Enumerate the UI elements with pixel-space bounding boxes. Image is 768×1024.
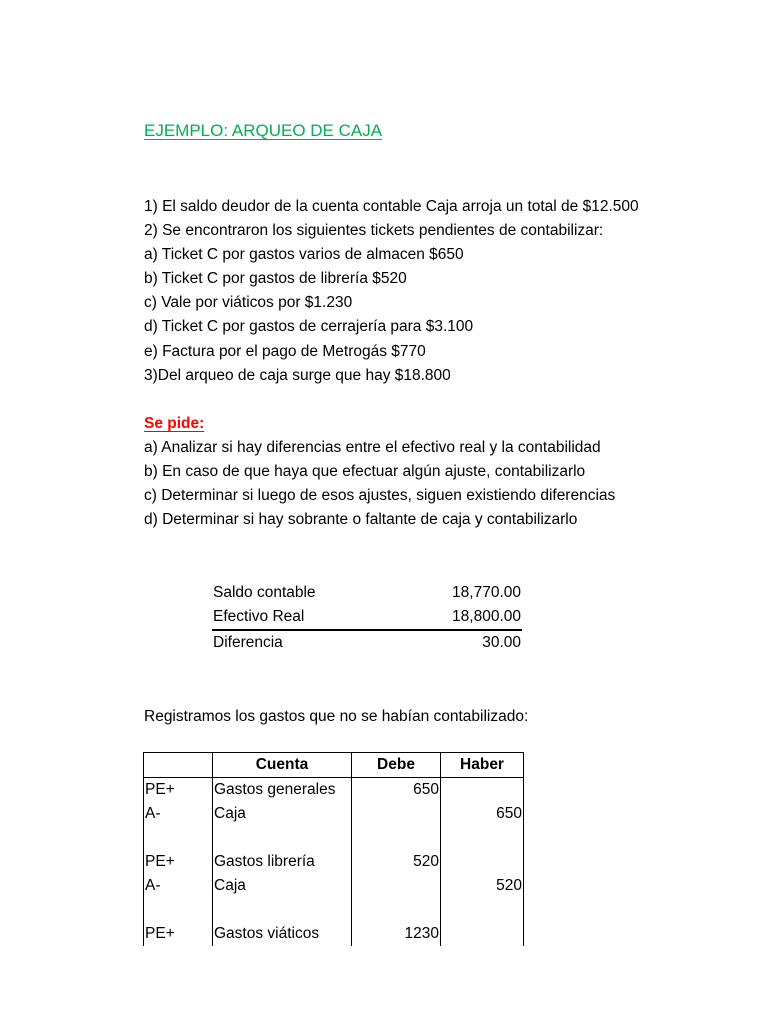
journal-debe: 650	[352, 778, 441, 803]
statement-line: a) Ticket C por gastos varios de almacen $650	[144, 246, 464, 263]
registro-intro: Registramos los gastos que no se habían contabilizado:	[144, 708, 529, 725]
journal-type	[144, 826, 213, 850]
se-pide-heading: Se pide:	[144, 415, 205, 432]
summary-value: 18,770.00	[452, 584, 521, 601]
journal-row	[144, 778, 524, 803]
journal-haber	[441, 850, 524, 874]
statement-line: e) Factura por el pago de Metrogás $770	[144, 343, 426, 360]
summary-row	[212, 581, 522, 605]
summary-row	[212, 605, 522, 630]
journal-table	[143, 752, 524, 946]
journal-type	[144, 898, 213, 922]
journal-haber	[441, 898, 524, 922]
statement-line: 3)Del arqueo de caja surge que hay $18.800	[144, 367, 451, 384]
journal-header-haber: Haber	[441, 753, 524, 778]
statement-line: b) Ticket C por gastos de librería $520	[144, 270, 407, 287]
journal-row	[144, 922, 524, 946]
journal-debe	[352, 898, 441, 922]
journal-haber	[441, 778, 524, 803]
journal-account: Gastos generales	[213, 778, 352, 803]
task-line: b) En caso de que haya que efectuar algún ajuste, contabilizarlo	[144, 463, 586, 480]
journal-debe	[352, 874, 441, 898]
summary-table	[212, 581, 522, 655]
journal-header-debe: Debe	[352, 753, 441, 778]
journal-haber: 520	[441, 874, 524, 898]
journal-debe: 1230	[352, 922, 441, 946]
statement-line: d) Ticket C por gastos de cerrajería para $3.100	[144, 318, 474, 335]
journal-account	[213, 826, 352, 850]
journal-type: A-	[144, 802, 213, 826]
journal-account: Caja	[213, 874, 352, 898]
journal-row	[144, 802, 524, 826]
statement-line: 2) Se encontraron los siguientes tickets pendientes de contabilizar:	[144, 222, 604, 239]
summary-label: Diferencia	[213, 634, 283, 651]
summary-row	[212, 630, 522, 655]
summary-label: Saldo contable	[213, 584, 316, 601]
journal-type: PE+	[144, 850, 213, 874]
task-line: d) Determinar si hay sobrante o faltante de caja y contabilizarlo	[144, 511, 578, 528]
summary-value: 30.00	[482, 634, 521, 651]
journal-account: Gastos viáticos	[213, 922, 352, 946]
journal-row	[144, 874, 524, 898]
summary-label: Efectivo Real	[212, 605, 397, 630]
journal-account	[213, 898, 352, 922]
journal-row-spacer	[144, 826, 524, 850]
journal-debe	[352, 802, 441, 826]
journal-debe: 520	[352, 850, 441, 874]
journal-debe	[352, 826, 441, 850]
journal-haber: 650	[441, 802, 524, 826]
journal-type: PE+	[144, 778, 213, 803]
journal-row-spacer	[144, 898, 524, 922]
journal-header-row	[144, 753, 524, 778]
journal-account: Caja	[213, 802, 352, 826]
summary-value: 18,800.00	[397, 605, 522, 630]
journal-header-type	[144, 753, 213, 778]
task-line: c) Determinar si luego de esos ajustes, siguen existiendo diferencias	[144, 487, 616, 504]
task-line: a) Analizar si hay diferencias entre el efectivo real y la contabilidad	[144, 439, 601, 456]
journal-header-cuenta: Cuenta	[213, 753, 352, 778]
journal-haber	[441, 922, 524, 946]
journal-type: PE+	[144, 922, 213, 946]
statement-line: 1) El saldo deudor de la cuenta contable Caja arroja un total de $12.500	[144, 198, 639, 215]
document-title: EJEMPLO: ARQUEO DE CAJA	[144, 121, 383, 140]
journal-type: A-	[144, 874, 213, 898]
journal-haber	[441, 826, 524, 850]
journal-row	[144, 850, 524, 874]
statement-line: c) Vale por viáticos por $1.230	[144, 294, 353, 311]
journal-account: Gastos librería	[213, 850, 352, 874]
